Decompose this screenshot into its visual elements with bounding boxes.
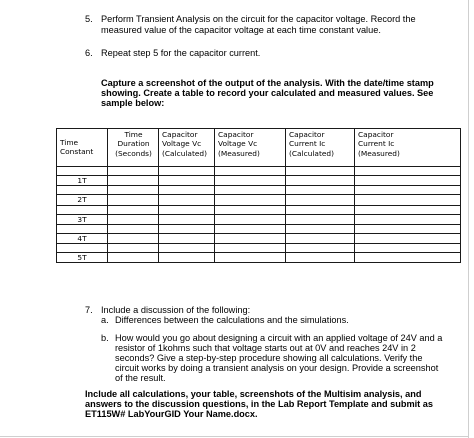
table-cell [286, 233, 355, 243]
closing-line3: ET115W# LabYourGID Your Name.docx. [85, 409, 258, 419]
table-cell [286, 167, 355, 176]
step7-intro: Include a discussion of the following: [101, 305, 251, 315]
table-cell [215, 224, 286, 233]
table-row [57, 167, 461, 176]
header-voltage-measured: Capacitor Voltage Vc (Measured) [215, 129, 286, 167]
table-cell [57, 167, 108, 176]
table-cell [355, 244, 461, 253]
table-cell [108, 167, 159, 176]
table-row [57, 233, 461, 243]
table-cell [159, 186, 215, 195]
table-cell [159, 233, 215, 243]
table-cell [57, 186, 108, 195]
row-label-time-constant: 3T [57, 214, 108, 224]
step7b-line3: seconds? Give a step-by-step procedure showing all calculations. Verify the [115, 353, 423, 363]
table-cell [355, 224, 461, 233]
row-label-time-constant: 5T [57, 253, 108, 263]
table-cell [286, 244, 355, 253]
table-cell [159, 176, 215, 186]
closing-line2: answers to the discussion questions, in the Lab Report Template and submit as [85, 399, 433, 409]
table-cell [108, 253, 159, 263]
step7b-line5: of the result. [115, 373, 166, 383]
page-edge-bottom [0, 436, 469, 437]
table-cell [159, 214, 215, 224]
table-cell [286, 224, 355, 233]
table-row [57, 214, 461, 224]
sample-results-table [56, 128, 461, 263]
table-cell [355, 167, 461, 176]
instruction-line3: sample below: [101, 98, 165, 108]
table-cell [286, 176, 355, 186]
instruction-line2: showing. Create a table to record your calculated and measured values. See [101, 88, 434, 98]
table-row [57, 176, 461, 186]
table-cell [57, 224, 108, 233]
header-time-duration: Time Duration (Seconds) [108, 129, 159, 167]
table-cell [108, 214, 159, 224]
header-voltage-calculated: Capacitor Voltage Vc (Calculated) [159, 129, 215, 167]
table-row [57, 253, 461, 263]
step7b-line2: resistor of 1kohms such that voltage starts out at 0V and reaches 24V in 2 [115, 343, 416, 353]
table-cell [108, 205, 159, 214]
step7b-line1: How would you go about designing a circuit with an applied voltage of 24V and a [115, 333, 443, 343]
table-cell [215, 195, 286, 205]
step5-line1: Perform Transient Analysis on the circuit for the capacitor voltage. Record the [101, 14, 416, 24]
row-label-time-constant: 1T [57, 176, 108, 186]
table-cell [215, 176, 286, 186]
closing-line1: Include all calculations, your table, screenshots of the Multisim analysis, and [85, 389, 422, 399]
table-cell [159, 244, 215, 253]
row-label-time-constant: 4T [57, 233, 108, 243]
table-cell [286, 195, 355, 205]
header-time-constant: Time Constant [57, 129, 108, 167]
row-label-time-constant: 2T [57, 195, 108, 205]
header-current-measured: Capacitor Current Ic (Measured) [355, 129, 461, 167]
table-row [57, 186, 461, 195]
table-cell [355, 233, 461, 243]
table-header-row [57, 129, 461, 167]
step7-number: 7. [85, 305, 93, 315]
step5-line2: measured value of the capacitor voltage at each time constant value. [101, 25, 381, 35]
step7a-text: Differences between the calculations and the simulations. [115, 315, 349, 325]
table-cell [286, 186, 355, 195]
table-cell [355, 176, 461, 186]
step5-number: 5. [85, 14, 93, 24]
table-cell [108, 195, 159, 205]
step7b-line4: circuit works by doing a transient analysis on your design. Provide a screenshot [115, 363, 439, 373]
table-cell [108, 186, 159, 195]
table-cell [355, 214, 461, 224]
table-cell [215, 233, 286, 243]
page-edge-right [468, 0, 469, 438]
table-cell [159, 195, 215, 205]
step6-number: 6. [85, 48, 93, 58]
table-cell [215, 167, 286, 176]
table-cell [215, 205, 286, 214]
header-current-calculated: Capacitor Current Ic (Calculated) [286, 129, 355, 167]
table-row [57, 205, 461, 214]
table-cell [108, 233, 159, 243]
table-cell [215, 253, 286, 263]
table-cell [159, 167, 215, 176]
table-cell [57, 205, 108, 214]
table-cell [159, 253, 215, 263]
table-cell [286, 214, 355, 224]
step7a-label: a. [101, 315, 109, 325]
table-cell [215, 186, 286, 195]
table-cell [215, 214, 286, 224]
table-cell [355, 195, 461, 205]
table-cell [355, 253, 461, 263]
table-cell [108, 176, 159, 186]
table-cell [215, 244, 286, 253]
step6-text: Repeat step 5 for the capacitor current. [101, 48, 261, 58]
table-row [57, 224, 461, 233]
table-cell [57, 244, 108, 253]
instruction-line1: Capture a screenshot of the output of the analysis. With the date/time stamp [101, 78, 434, 88]
table-row [57, 244, 461, 253]
table-cell [286, 253, 355, 263]
table-row [57, 195, 461, 205]
table-cell [159, 224, 215, 233]
table-cell [108, 224, 159, 233]
table-cell [286, 205, 355, 214]
table-cell [355, 186, 461, 195]
table-cell [159, 205, 215, 214]
table-cell [355, 205, 461, 214]
step7b-label: b. [101, 333, 109, 343]
table-cell [108, 244, 159, 253]
